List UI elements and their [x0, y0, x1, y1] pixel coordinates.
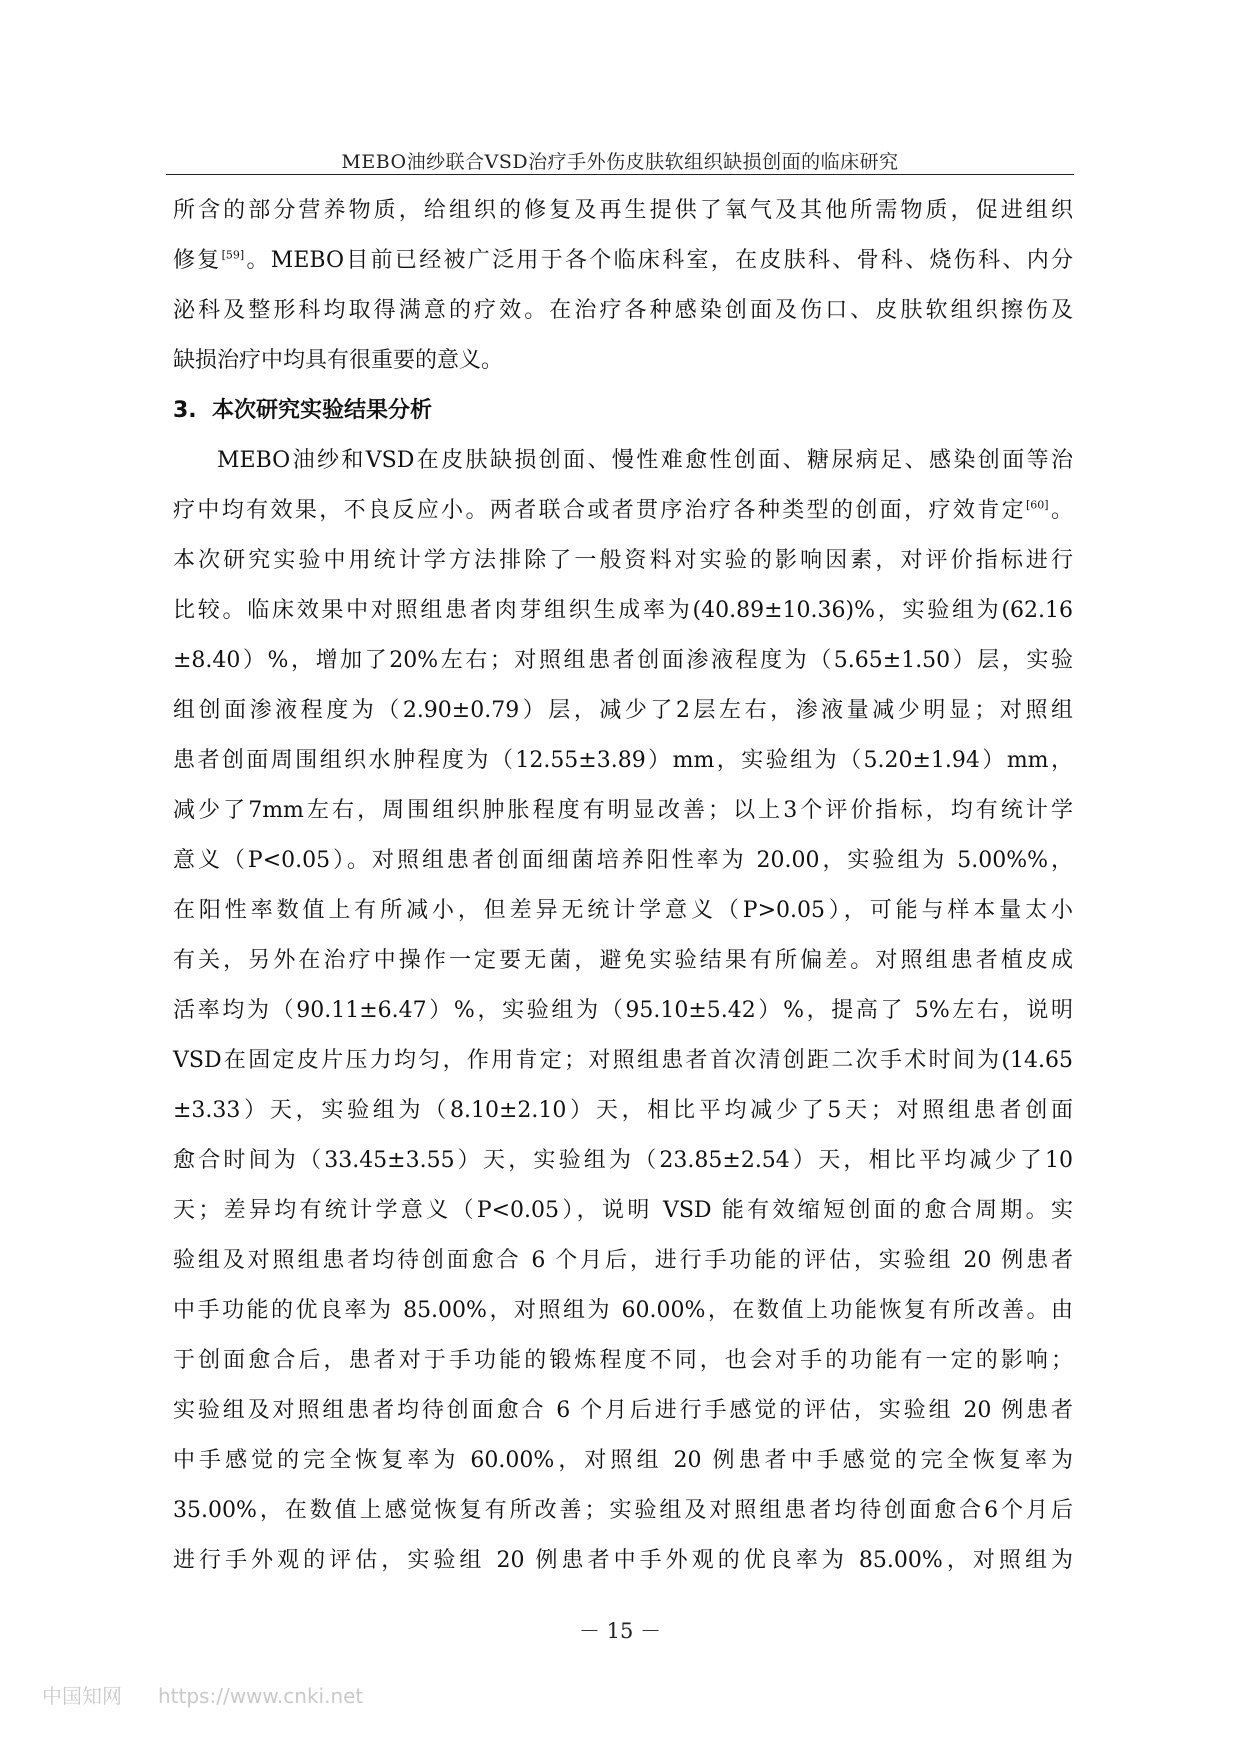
- text-line: 于创面愈合后，患者对于手功能的锻炼程度不同，也会对手的功能有一定的影响；: [173, 1348, 1073, 1373]
- citation-ref[interactable]: [59]: [221, 248, 245, 262]
- text-line: 泌科及整形科均取得满意的疗效。在治疗各种感染创面及伤口、皮肤软组织擦伤及: [173, 298, 1073, 323]
- text-line: 中手功能的优良率为 85.00%，对照组为 60.00%，在数值上功能恢复有所改善。由: [173, 1298, 1073, 1323]
- text-line: [173, 486, 1073, 536]
- text-line: 35.00%，在数值上感觉恢复有所改善；实验组及对照组患者均待创面愈合6个月后: [173, 1498, 1073, 1523]
- watermark: [42, 1680, 399, 1709]
- text-line: 组创面渗液程度为（2.90±0.79）层，减少了2层左右，渗液量减少明显；对照组: [173, 698, 1073, 723]
- header-rule: [166, 174, 1074, 175]
- text-line: [173, 236, 1073, 286]
- text-line: 缺损治疗中均具有很重要的意义。: [173, 348, 504, 373]
- text-line: 愈合时间为（33.45±3.55）天，实验组为（23.85±2.54）天，相比平均减少了10: [173, 1148, 1073, 1173]
- text-line: 所含的部分营养物质，给组织的修复及再生提供了氧气及其他所需物质，促进组织: [173, 198, 1073, 223]
- text-line: 患者创面周围组织水肿程度为（12.55±3.89）mm，实验组为（5.20±1.94）mm，: [173, 748, 1073, 773]
- text-line: 验组及对照组患者均待创面愈合 6 个月后，进行手功能的评估，实验组 20 例患者: [173, 1248, 1073, 1273]
- text-line: 本次研究实验中用统计学方法排除了一般资料对实验的影响因素，对评价指标进行: [173, 548, 1073, 573]
- text-line: 中手感觉的完全恢复率为 60.00%，对照组 20 例患者中手感觉的完全恢复率为: [173, 1448, 1073, 1473]
- text-line: 在阳性率数值上有所减小，但差异无统计学意义（P>0.05），可能与样本量太小: [173, 898, 1073, 923]
- page-number: － 15 －: [578, 1619, 662, 1643]
- text-line: VSD在固定皮片压力均匀，作用肯定；对照组患者首次清创距二次手术时间为(14.65: [173, 1048, 1073, 1073]
- running-header: MEBO油纱联合VSD治疗手外伤皮肤软组织缺损创面的临床研究: [341, 151, 899, 173]
- watermark-brand: 中国知网: [42, 1684, 122, 1708]
- text-fragment: 。MEBO目前已经被广泛用于各个临床科室，在皮肤科、骨科、烧伤科、内分: [244, 248, 1073, 273]
- text-line: 实验组及对照组患者均待创面愈合 6 个月后进行手感觉的评估，实验组 20 例患者: [173, 1398, 1073, 1423]
- text-line: 活率均为（90.11±6.47）%，实验组为（95.10±5.42）%，提高了 5%左右，说明: [173, 998, 1073, 1023]
- text-line: 天；差异均有统计学意义（P<0.05），说明 VSD 能有效缩短创面的愈合周期。实: [173, 1198, 1073, 1223]
- text-line: ±3.33）天，实验组为（8.10±2.10）天，相比平均减少了5天；对照组患者创面: [173, 1098, 1073, 1123]
- text-fragment: 修复: [173, 248, 222, 273]
- text-fragment: 。: [1048, 498, 1073, 523]
- text-line: 进行手外观的评估，实验组 20 例患者中手外观的优良率为 85.00%，对照组为: [173, 1548, 1073, 1573]
- watermark-url[interactable]: https://www.cnki.net: [158, 1684, 364, 1708]
- text-line: ±8.40）%，增加了20%左右；对照组患者创面渗液程度为（5.65±1.50）层，实验: [173, 648, 1073, 673]
- text-line: 减少了7mm左右，周围组织肿胀程度有明显改善；以上3个评价指标，均有统计学: [173, 798, 1073, 823]
- text-line: 有关，另外在治疗中操作一定要无菌，避免实验结果有所偏差。对照组患者植皮成: [173, 948, 1073, 973]
- text-line: 意义（P<0.05）。对照组患者创面细菌培养阳性率为 20.00，实验组为 5.00%%，: [173, 848, 1073, 873]
- citation-ref[interactable]: [60]: [1026, 498, 1049, 512]
- text-line: 比较。临床效果中对照组患者肉芽组织生成率为(40.89±10.36)%，实验组为(62.16: [173, 598, 1073, 623]
- text-line: MEBO油纱和VSD在皮肤缺损创面、慢性难愈性创面、糖尿病足、感染创面等治: [217, 448, 1073, 473]
- text-fragment: 疗中均有效果，不良反应小。两者联合或者贯序治疗各种类型的创面，疗效肯定: [173, 498, 1027, 523]
- body-text: [173, 186, 1073, 1586]
- section-heading: 3. 本次研究实验结果分析: [173, 398, 432, 423]
